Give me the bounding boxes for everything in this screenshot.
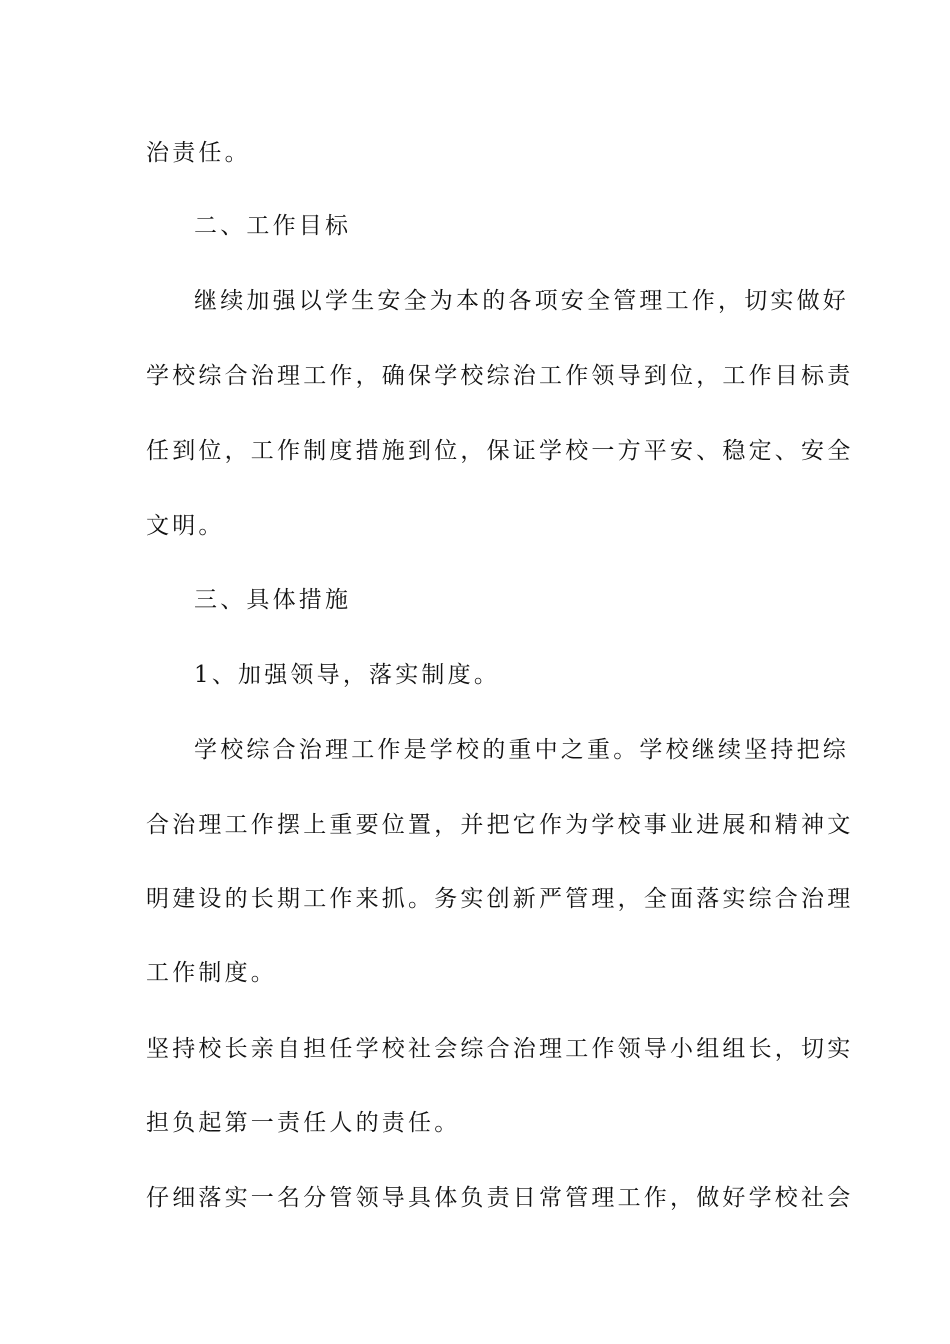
text-line: 学校综合治理工作，确保学校综治工作领导到位，工作目标责 [146, 363, 854, 389]
text-line: 继续加强以学生安全为本的各项安全管理工作，切实做好 [194, 288, 849, 314]
text-line: 学校综合治理工作是学校的重中之重。学校继续坚持把综 [194, 737, 849, 763]
text-line: 治责任。 [146, 140, 251, 166]
text-line: 明建设的长期工作来抓。务实创新严管理，全面落实综合治理 [146, 886, 854, 912]
section-heading: 二、工作目标 [194, 213, 352, 239]
section-heading: 三、具体措施 [194, 587, 352, 613]
text-line: 工作制度。 [146, 960, 277, 986]
text-line: 担负起第一责任人的责任。 [146, 1110, 461, 1136]
text-line: 文明。 [146, 513, 225, 539]
subsection-heading: 1、加强领导，落实制度。 [194, 662, 501, 688]
text-line: 仔细落实一名分管领导具体负责日常管理工作，做好学校社会 [146, 1185, 854, 1211]
text-line: 任到位，工作制度措施到位，保证学校一方平安、稳定、安全 [146, 438, 854, 464]
text-line: 合治理工作摆上重要位置，并把它作为学校事业进展和精神文 [146, 812, 854, 838]
text-line: 坚持校长亲自担任学校社会综合治理工作领导小组组长，切实 [146, 1036, 854, 1062]
